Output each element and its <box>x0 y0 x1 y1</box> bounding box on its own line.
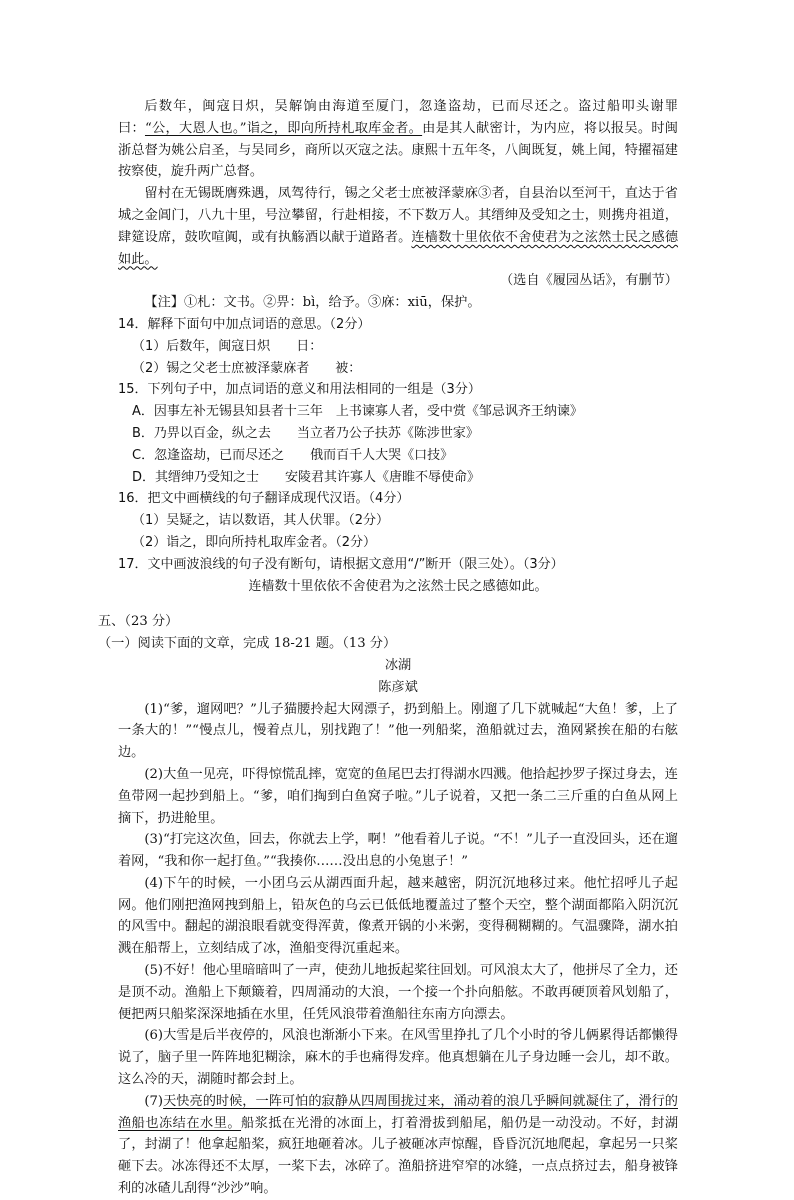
article-paragraph-6: (6)大雪是后半夜停的，风浪也渐渐小下来。在风雪里挣扎了几个小时的爷儿俩累得话都懒得说了，脑子里一阵阵地犯糊涂，麻木的手也痛得发痒。他真想躺在儿子身边睡一会儿，却不敢。这么冷的天，湖随时都会封上。 <box>118 1028 678 1088</box>
wavy-underlined-sentence: 连樯数十里依依不舍使君为之泫然士民之感德如此。 <box>118 229 679 267</box>
document-page <box>98 96 679 1200</box>
annotation-note: 【注】①札：文书。②畀：bì，给予。③庥：xiū，保护。 <box>144 295 481 311</box>
underlined-passage-7: 天快亮的时候，一阵可怕的寂静从四周围拢过来，涌动着的浪几乎瞬间就凝住了，滑行的渔船也冻结在水里。 <box>118 1093 678 1131</box>
article-title: 冰湖 <box>384 657 412 673</box>
classical-paragraph-1: 后数年，闽寇日炽，吴解饷由海道至厦门，忽逢盗劫，已而尽还之。盗过船叩头谢罪曰：“公，大恩人也。”诣之，即向所持札取库金者。由是其人献密计，为内应，将以报吴。时闽浙总督为姚公启圣，与吴同乡，商所以灭寇之法。康熙十五年冬，八闽既复，姚上闻，特擢福建按察使，旋升两广总督。 <box>118 99 678 180</box>
question-17: 17．文中画波浪线的句子没有断句，请根据文意用“/”断开（限三处）。（3分） <box>118 556 564 572</box>
question-15: 15．下列句子中，加点词语的意义和用法相同的一组是（3分） <box>118 382 481 398</box>
question-16: 16．把文中画横线的句子翻译成现代汉语。（4分） <box>118 491 410 507</box>
section-5-heading: 五、（23 分） <box>98 614 179 630</box>
source-citation: （选自《履园丛话》，有删节） <box>499 273 678 289</box>
section-5-instructions: （一）阅读下面的文章，完成 18-21 题。（13 分） <box>98 636 397 652</box>
article-paragraph-2: (2)大鱼一见亮，吓得惊慌乱摔，宽宽的鱼尾巴去打得湖水四溅。他拾起抄罗子探过身去，连鱼带网一起抄到船上。“爹，咱们掏到白鱼窝子啦。”儿子说着，又把一条二三斤重的白鱼从网上摘下，扔进舱里。 <box>118 766 678 826</box>
question-16-item-2: （2）诣之，即向所持札取库金者。（2分） <box>132 534 377 550</box>
question-14: 14．解释下面句中加点词语的意思。（2分） <box>118 316 371 332</box>
article-paragraph-4: (4)下午的时候，一小团乌云从湖西面升起，越来越密，阴沉沉地移过来。他忙招呼儿子起网。他们刚把渔网拽到船上，铅灰色的乌云已低低地覆盖过了整个天空，整个湖面都陷入阴沉沉的风雪中。翻起的湖浪眼看就变得浑黄，像煮开锅的小米粥，变得稠糊糊的。气温骤降，湖水拍溅在船帮上，立刻结成了冰，渔船变得沉重起来。 <box>118 875 678 957</box>
classical-paragraph-2: 留村在无锡既膺殊遇，凤驾待行，锡之父老士庶被泽蒙庥③者，自县治以至河干，直达于省城之金阊门，八九十里，号泣攀留，行赴相接，不下数万人。其缙绅及受知之士，则携舟祖道，肆筵设席，鼓吹喧阗，或有执觞酒以献于道路者。连樯数十里依依不舍使君为之泫然士民之感德如此。 <box>118 186 679 267</box>
question-14-item-2: （2）锡之父老士庶被泽蒙庥者 被： <box>132 360 362 376</box>
question-15-option-d: D．其缙绅乃受知之士 安陵君其许寡人《唐睢不辱使命》 <box>132 469 481 485</box>
question-17-sentence: 连樯数十里依依不舍使君为之泫然士民之感德如此。 <box>248 578 548 594</box>
question-14-item-1: （1）后数年，闽寇日炽 日： <box>132 338 323 354</box>
question-15-option-c: C．忽逢盗劫，已而尽还之 俄而百千人大哭《口技》 <box>132 447 454 463</box>
article-paragraph-7: (7)天快亮的时候，一阵可怕的寂静从四周围拢过来，涌动着的浪几乎瞬间就凝住了，滑行的渔船也冻结在水里。船浆抵在光滑的冰面上，打着滑拔到船尾，船仍是一动没动。不好，封湖了，封湖了！他拿起船桨，疯狂地砸着冰。儿子被砸冰声惊醒，昏昏沉沉地爬起，拿起另一只桨砸下去。冰冻得还不太厚，一桨下去，冰碎了。渔船挤进窄窄的冰缝，一点点挤过去，船身被锋利的冰碴儿刮得“沙沙”响。 <box>118 1093 679 1197</box>
article-paragraph-5: (5)不好！他心里暗暗叫了一声，使劲儿地扳起桨往回划。可风浪太大了，他拼尽了全力，还是顶不动。渔船上下颠簸着，四周涌动的大浪，一个接一个扑向船舷。不敢再硬顶着风划船了，便把两只船桨深深地插在水里，任凭风浪带着渔船往东南方向漂去。 <box>118 963 678 1022</box>
article-paragraph-1: (1)“爹，遛网吧？”儿子猫腰拎起大网漂子，扔到船上。刚遛了几下就喊起“大鱼！爹，上了一条大的！”“慢点儿，慢着点儿，别找跑了！”他一列船桨，渔船就过去，渔网紧挨在船的右舷边。 <box>118 701 678 761</box>
underlined-sentence-2: “公，大恩人也。”诣之，即向所持札取库金者。 <box>144 120 423 136</box>
article-author: 陈彦斌 <box>378 679 418 695</box>
question-15-option-a: A．因事左补无锡县知县者十三年 上书谏寡人者，受中赏《邹忌讽齐王纳谏》 <box>132 404 583 420</box>
article-paragraph-3: (3)“打完这次鱼，回去，你就去上学，啊！”他看着儿子说。“不！”儿子一直没回头，还在遛着网，“我和你一起打鱼。”“我揍你……没出息的小兔崽子！” <box>118 832 678 870</box>
question-16-item-1: （1）吴疑之，诘以数语，其人伏罪。（2分） <box>132 513 390 529</box>
question-15-option-b: B．乃畀以百金，纵之去 当立者乃公子扶苏《陈涉世家》 <box>132 425 479 441</box>
